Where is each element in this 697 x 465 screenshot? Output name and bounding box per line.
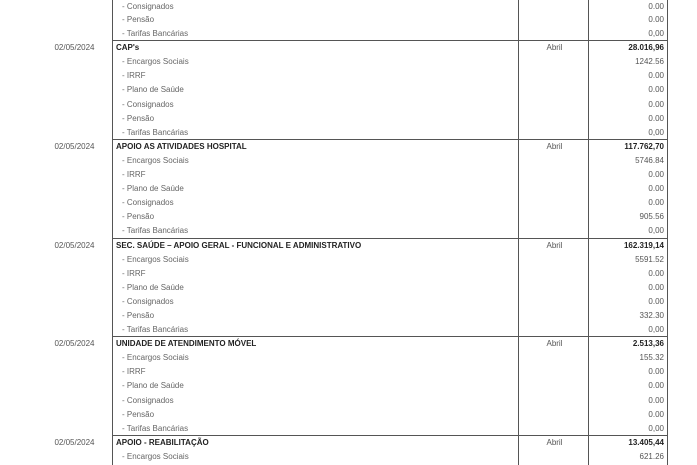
table-row [0,351,697,365]
row-divider [112,336,668,337]
group-total: 13.405,44 [628,437,664,447]
row-description: - Plano de Saúde [122,381,184,391]
table-row [0,309,697,323]
group-total: 2.513,36 [632,339,664,349]
table-row [0,379,697,393]
row-description: - Consignados [122,2,174,11]
row-divider [112,238,668,239]
group-total: 117.762,70 [624,141,664,151]
row-divider [112,40,668,41]
row-description: - Pensão [122,409,155,419]
row-value: 0.00 [648,170,664,180]
payment-date: 02/05/2024 [54,141,95,151]
table-row [0,0,697,13]
table-row [0,98,697,112]
row-description: - Encargos Sociais [122,451,189,461]
table-row [0,281,697,295]
row-description: - Pensão [122,15,155,24]
row-description: - Encargos Sociais [122,254,189,264]
row-description: - Plano de Saúde [122,282,184,292]
row-description: - Encargos Sociais [122,57,189,67]
group-header-row [0,140,697,154]
table-row [0,224,697,238]
row-description: - Plano de Saúde [122,85,184,95]
row-value: 0,00 [648,127,664,137]
table-row [0,112,697,126]
table-row [0,182,697,196]
row-description: - Tarifas Bancárias [122,423,189,433]
table-row [0,253,697,267]
row-value: 0.00 [648,409,664,419]
group-header-row [0,436,697,450]
row-value: 0.00 [648,296,664,306]
group-title: APOIO - REABILITAÇÃO [116,437,209,447]
reference-month: Abril [546,240,563,250]
group-header-row [0,41,697,55]
row-value: 0.00 [648,198,664,208]
table-row [0,168,697,182]
row-value: 0.00 [648,395,664,405]
row-description: - Encargos Sociais [122,353,189,363]
row-divider [112,139,668,140]
column-divider [588,0,589,465]
group-title: CAP's [116,43,140,53]
row-value: 0.00 [648,381,664,391]
group-header-row [0,337,697,351]
row-value: 0.00 [648,113,664,123]
row-value: 0.00 [648,85,664,95]
row-value: 0.00 [648,2,664,11]
row-value: 0,00 [648,226,664,236]
row-description: - Encargos Sociais [122,155,189,165]
row-value: 0,00 [648,423,664,433]
group-title: UNIDADE DE ATENDIMENTO MÓVEL [116,339,257,349]
group-header-row [0,239,697,253]
row-value: 332.30 [639,310,664,320]
table-row [0,394,697,408]
row-description: - Consignados [122,296,174,306]
row-value: 0.00 [648,71,664,81]
row-value: 0.00 [648,268,664,278]
row-value: 155.32 [639,353,664,363]
row-value: 0.00 [648,184,664,194]
row-description: - IRRF [122,268,146,278]
payment-date: 02/05/2024 [54,240,95,250]
table-row [0,422,697,436]
group-total: 162.319,14 [623,240,664,250]
column-divider [667,0,668,465]
table-row [0,83,697,97]
row-value: 905.56 [639,212,664,222]
table-row [0,267,697,281]
payment-date: 02/05/2024 [54,339,95,349]
row-description: - Consignados [122,198,174,208]
row-value: 5746.84 [635,155,664,165]
row-description: - Consignados [122,99,174,109]
reference-month: Abril [546,43,563,53]
reference-month: Abril [546,339,563,349]
row-value: 0.00 [648,367,664,377]
row-value: 0.00 [648,99,664,109]
table-row [0,210,697,224]
row-value: 0,00 [648,325,664,335]
table-row [0,408,697,422]
row-value: 0,00 [648,29,664,39]
table-row [0,295,697,309]
row-description: - Consignados [122,395,174,405]
row-value: 5591.52 [635,254,664,264]
row-description: - Pensão [122,113,155,123]
reference-month: Abril [546,437,563,447]
table-row [0,196,697,210]
row-description: - Tarifas Bancárias [122,325,189,335]
row-description: - IRRF [122,170,146,180]
row-divider [112,435,668,436]
group-total: 28.016,96 [628,43,664,53]
column-divider [112,0,113,465]
table-row [0,55,697,69]
row-value: 0.00 [648,282,664,292]
table-row [0,126,697,140]
row-description: - Tarifas Bancárias [122,127,189,137]
row-description: - Pensão [122,212,155,222]
row-description: - Pensão [122,310,155,320]
row-description: - Tarifas Bancárias [122,226,189,236]
payment-date: 02/05/2024 [54,437,95,447]
group-title: APOIO AS ATIVIDADES HOSPITAL [116,141,247,151]
row-value: 0.00 [648,15,664,24]
table-row [0,450,697,464]
table-row [0,154,697,168]
row-value: 1242.56 [635,57,664,67]
row-value: 621.26 [639,451,664,461]
table-row [0,69,697,83]
group-title: SEC. SAÚDE – APOIO GERAL - FUNCIONAL E ADMINISTRATIVO [116,240,362,250]
row-description: - Tarifas Bancárias [122,29,189,39]
row-description: - IRRF [122,367,146,377]
row-description: - IRRF [122,71,146,81]
table-row [0,13,697,27]
reference-month: Abril [546,141,563,151]
column-divider [518,0,519,465]
table-row [0,365,697,379]
payment-date: 02/05/2024 [54,43,95,53]
row-description: - Plano de Saúde [122,184,184,194]
